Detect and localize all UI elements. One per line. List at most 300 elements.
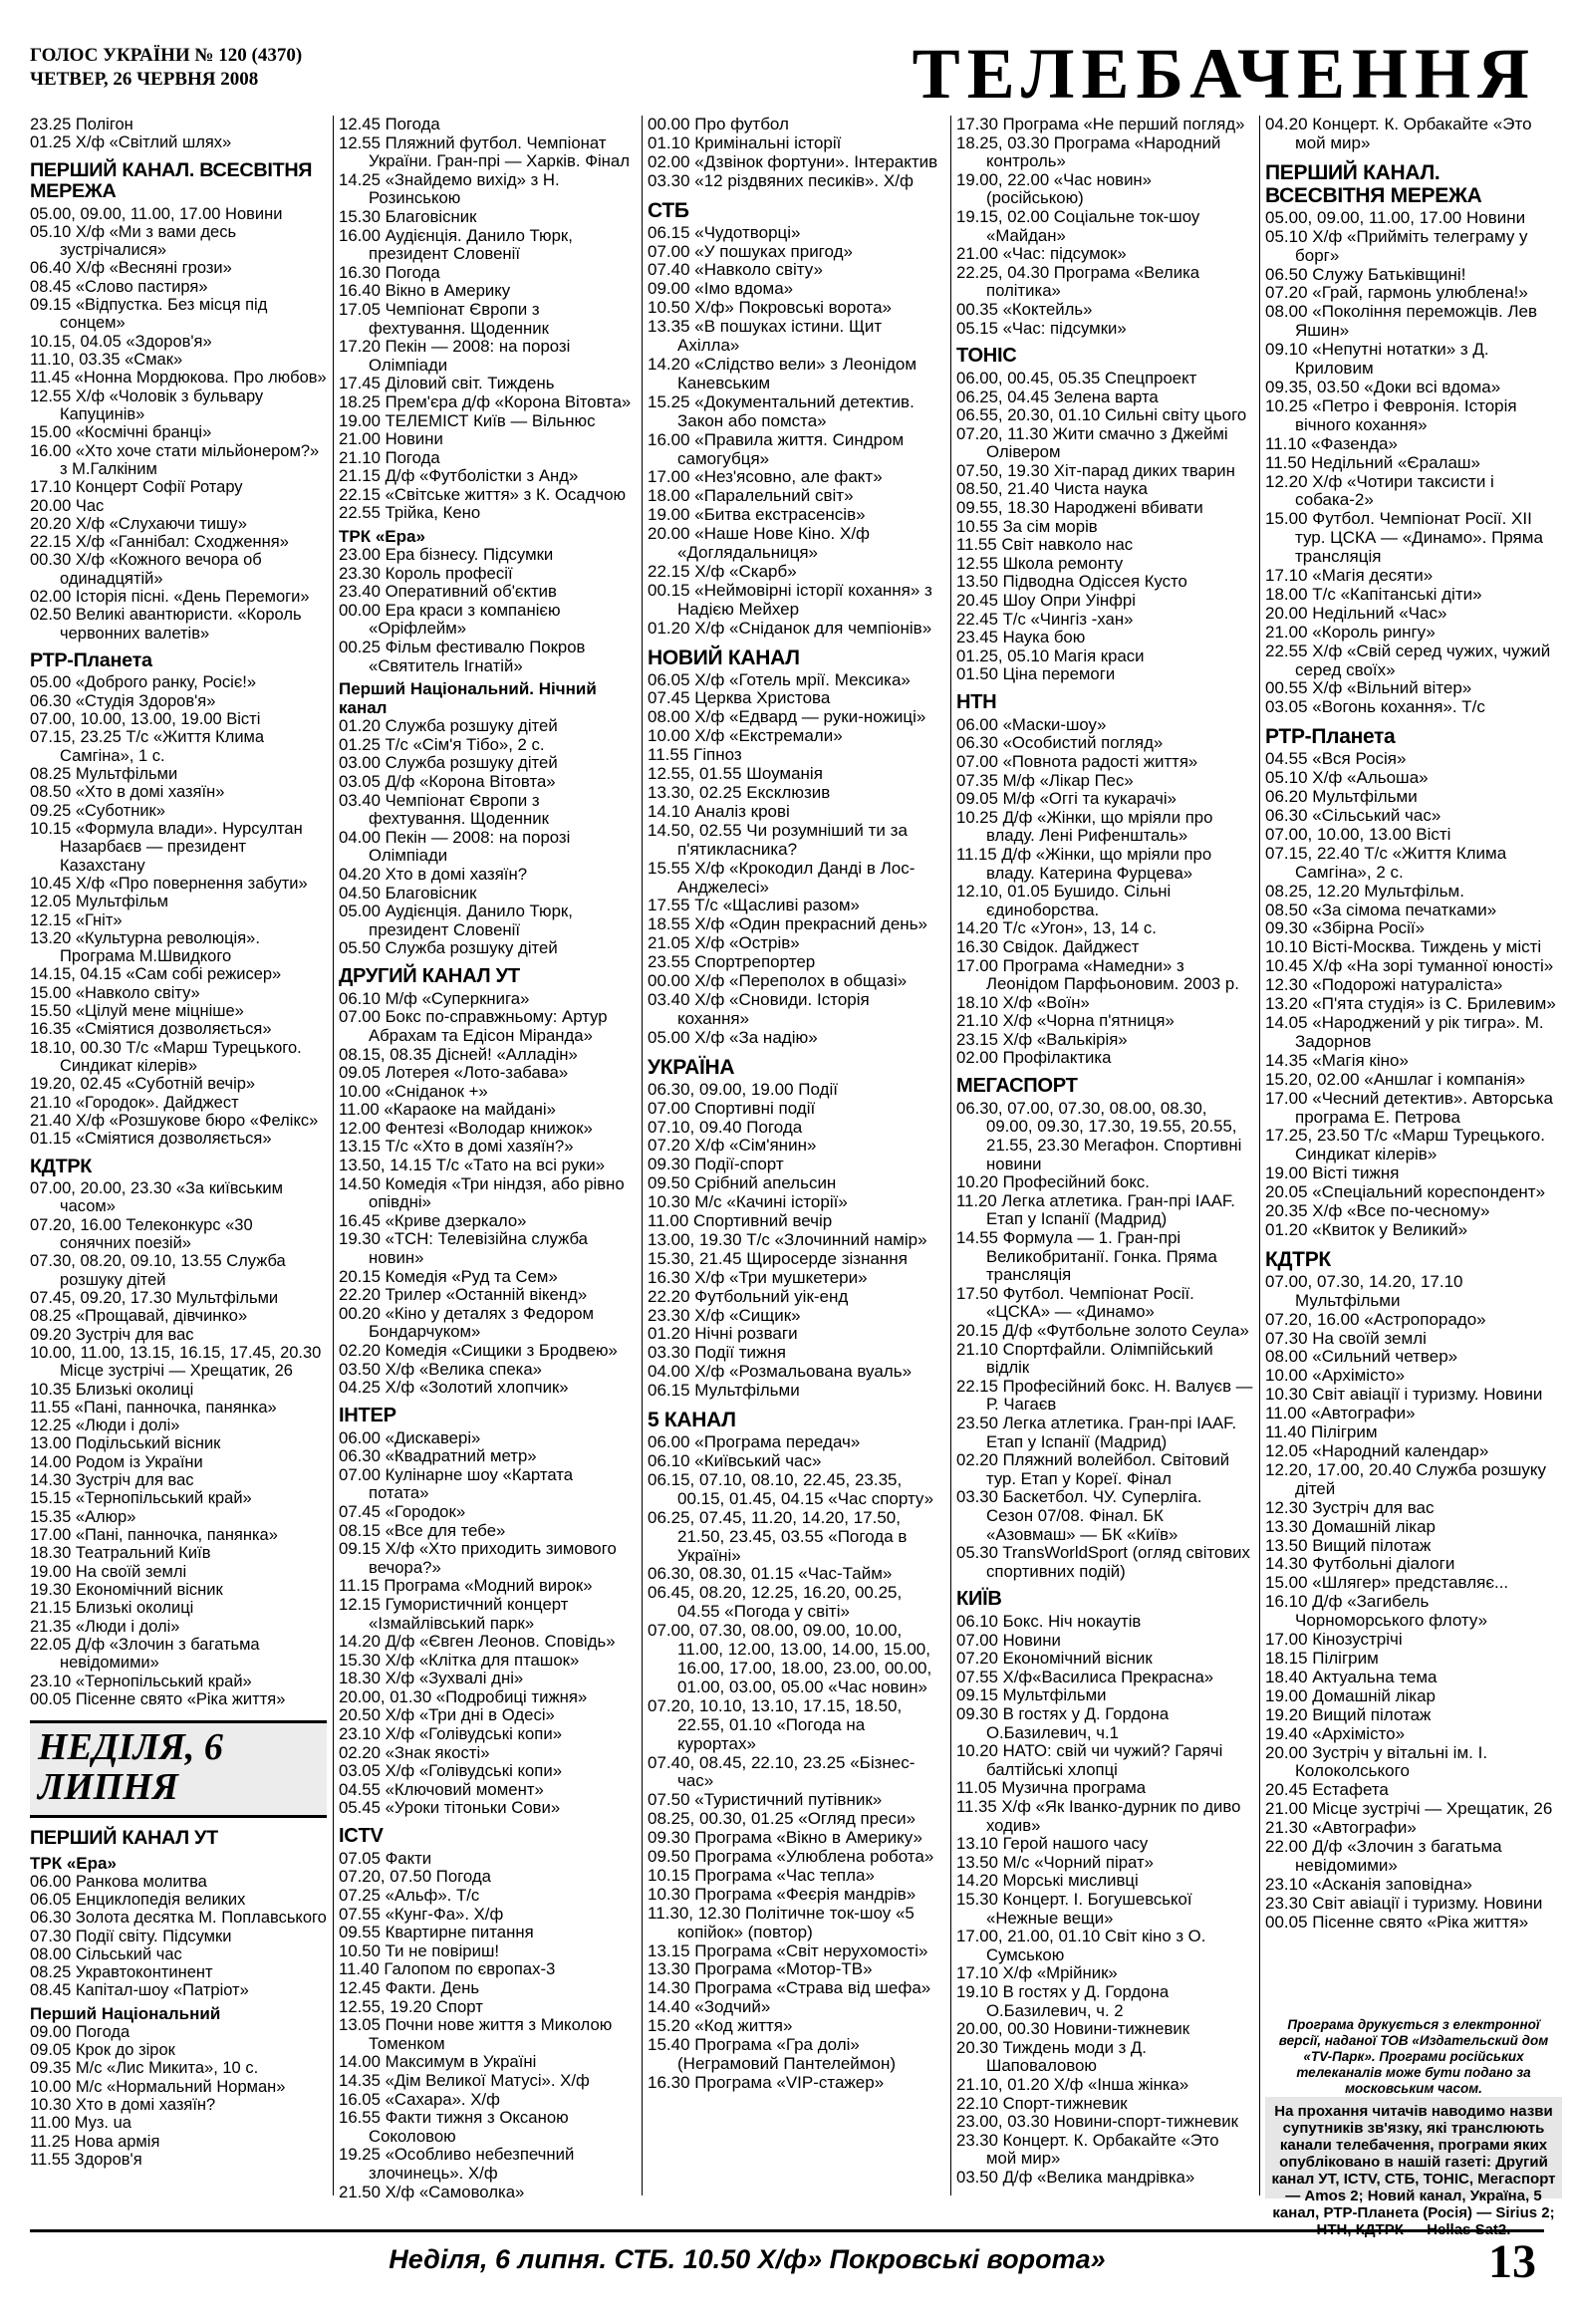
- program-listing: 07.00, 10.00, 13.00 Вісті: [1265, 824, 1451, 844]
- program-listing: 19.30 «ТСН: Телевізійна служба новин»: [339, 1229, 593, 1268]
- program-listing: 17.00, 21.00, 01.10 Світ кіно з О. Сумською: [956, 1927, 1210, 1964]
- program-listing: 22.15 Х/ф «Ганнібал: Сходження»: [30, 533, 289, 552]
- program-listing: 10.35 Близькі околиці: [30, 1380, 194, 1399]
- program-listing: 16.40 Вікно в Америку: [339, 281, 511, 301]
- program-listing: 12.15 Гумористичний концерт «Ізмайлівський парк»: [339, 1594, 574, 1633]
- program-listing: 06.05 Х/ф «Готель мрії. Мексика»: [648, 669, 911, 689]
- program-listing: 09.05 Лотерея «Лото-забава»: [339, 1063, 569, 1083]
- program-listing: 15.30 Благовісник: [339, 206, 477, 226]
- channel-title: ІНТЕР: [339, 1404, 396, 1426]
- program-listing: 06.00 «Маски-шоу»: [956, 714, 1107, 734]
- program-listing: 10.15 «Формула влади». Нурсултан Назарбаєв — президент Казахстану: [30, 819, 308, 875]
- program-listing: 21.00 «Король рингу»: [1265, 622, 1436, 642]
- program-listing: 09.25 «Суботник»: [30, 801, 165, 820]
- program-listing: 11.40 Галопом по європах-3: [339, 1959, 556, 1979]
- program-listing: 20.20 Х/ф «Слухаючи тишу»: [30, 514, 247, 533]
- program-listing: 23.10 Х/ф «Голівудські копи»: [339, 1724, 563, 1744]
- program-listing: 06.25, 07.45, 11.20, 14.20, 17.50, 21.50, 23.45, 03.55 «Погода в Україні»: [648, 1507, 913, 1565]
- source-note: Програма друкується з електронної версії, наданої ТОВ «Издательский дом «TV-Парк». Програми російських телеканалів може бути подано за московським часом.: [1278, 2017, 1549, 2096]
- program-listing: 03.30 Баскетбол. ЧУ. Суперліга. Сезон 07/08. Фінал. БК «Азовмаш» — БК «Київ»: [956, 1487, 1207, 1544]
- program-listing: 18.10, 00.30 Т/с «Марш Турецького. Синдикат кілерів»: [30, 1038, 307, 1076]
- channel-block: [648, 199, 944, 639]
- program-listing: 12.55 Школа ремонту: [956, 553, 1124, 573]
- program-listing: 09.10 «Непутні нотатки» з Д. Криловим: [1265, 340, 1494, 379]
- program-listing: 07.30, 08.20, 09.10, 13.55 Служба розшуку дітей: [30, 1252, 291, 1289]
- program-listing: 23.10 «Асканія заповідна»: [1265, 1874, 1472, 1894]
- program-listing: 06.55, 20.30, 01.10 Сильні світу цього: [956, 405, 1247, 425]
- program-listing: 07.20, 16.00 Телеконкурс «30 сонячних поезій»: [30, 1215, 258, 1252]
- program-listing: 06.30, 08.30, 01.15 «Час-Тайм»: [648, 1564, 893, 1584]
- program-listing: 23.30 Світ авіації і туризму. Новини: [1265, 1893, 1543, 1913]
- program-listing: 22.25, 04.30 Програма «Велика політика»: [956, 262, 1204, 301]
- program-listing: 19.40 «Архімісто»: [1265, 1723, 1406, 1743]
- program-listing: 12.55 Пляжний футбол. Чемпіонат України. Гран-прі — Харків. Фінал: [339, 132, 631, 171]
- program-listing: 05.30 TransWorldSport (огляд світових спортивних подій): [956, 1543, 1255, 1581]
- program-listing: 20.15 Комедія «Руд та Сем»: [339, 1266, 558, 1286]
- program-listing: 17.05 Чемпіонат Європи з фехтування. Щоденник: [339, 299, 549, 338]
- program-listing: 06.30 Золота десятка М. Поплавського: [30, 1909, 327, 1928]
- program-listing: 22.55 Х/ф «Свій серед чужих, чужий серед своїх»: [1265, 641, 1555, 679]
- program-listing: 16.30 Програма «VIP-стажер»: [648, 2072, 885, 2092]
- program-listing: 08.00 «Сильний четвер»: [1265, 1347, 1458, 1367]
- channel-block: [30, 1828, 327, 2000]
- program-listing: 22.05 Д/ф «Злочин з багатьма невідомими»: [30, 1635, 265, 1673]
- program-listing: 18.25 Прем'єра д/ф «Корона Вітовта»: [339, 391, 632, 411]
- program-listing: 23.30 Концерт. К. Орбакайте «Это мой мир»: [956, 2130, 1224, 2169]
- program-listing: 07.20, 16.00 «Астропорадо»: [1265, 1309, 1486, 1329]
- program-listing: 10.00 «Архімісто»: [1265, 1366, 1406, 1386]
- program-listing: 11.35 Х/ф «Як Іванко-дурник по диво ходив»: [956, 1797, 1246, 1835]
- program-listing: 23.30 Король професії: [339, 563, 513, 583]
- program-listing: 14.55 Формула — 1. Гран-прі Великобританії. Гонка. Пряма трансляція: [956, 1228, 1222, 1285]
- program-listing: 07.45 Церква Христова: [648, 688, 831, 708]
- program-listing: 17.55 Т/с «Щасливі разом»: [648, 896, 860, 915]
- program-listing: 07.30 На своїй землі: [1265, 1328, 1427, 1348]
- program-listing: 18.00 «Паралельний світ»: [648, 486, 854, 506]
- program-listing: 20.50 Х/ф «Три дні в Одесі»: [339, 1705, 555, 1725]
- program-listing: 07.40 «Навколо світу»: [648, 260, 823, 280]
- program-listing: 10.00 «Сніданок +»: [339, 1081, 488, 1101]
- channel-block: [648, 116, 944, 191]
- program-listing: 14.10 Аналіз крові: [648, 801, 790, 821]
- program-listing: 03.30 «12 різдвяних песиків». Х/ф: [648, 170, 914, 190]
- paper-name: ГОЛОС УКРАЇНИ № 120 (4370): [30, 45, 303, 66]
- program-listing: 22.20 Трилер «Останній вікенд»: [339, 1285, 588, 1305]
- program-listing: 11.00 Спортивний вечір: [648, 1211, 833, 1231]
- channel-title: УКРАЇНА: [648, 1055, 735, 1079]
- program-listing: 18.30 Х/ф «Зухвалі дні»: [339, 1669, 524, 1688]
- channel-title: ПЕРШИЙ КАНАЛ. ВСЕСВІТНЯ МЕРЕЖА: [30, 158, 313, 203]
- program-listing: 23.25 Полігон: [30, 116, 133, 133]
- program-listing: 04.55 «Вся Росія»: [1265, 749, 1407, 769]
- program-listing: 12.00 Фентезі «Володар книжок»: [339, 1118, 593, 1138]
- program-listing: 05.10 Х/ф «Ми з вами десь зустрічалися»: [30, 222, 241, 260]
- program-listing: 06.30 «Особистий погляд»: [956, 733, 1164, 753]
- program-listing: 05.10 Х/ф «Прийміть телеграму у борг»: [1265, 226, 1533, 265]
- program-listing: 10.45 Х/ф «Про повернення забути»: [30, 874, 308, 893]
- program-listing: 06.00 «Дискавері»: [339, 1427, 481, 1447]
- channel-title: КДТРК: [1265, 1247, 1331, 1271]
- program-listing: 11.00 «Караоке на майдані»: [339, 1100, 556, 1120]
- program-listing: 16.00 «Хто хоче стати мільйонером?» з М.Галкіним: [30, 441, 324, 478]
- program-listing: 20.45 Естафета: [1265, 1780, 1389, 1800]
- program-listing: 21.10, 01.20 Х/ф «Інша жінка»: [956, 2074, 1189, 2094]
- program-listing: 21.10 Х/ф «Чорна п'ятниця»: [956, 1011, 1175, 1031]
- program-listing: 09.30 В гостях у Д. Гордона О.Базилевич, ч.1: [956, 1704, 1174, 1742]
- program-listing: 14.50, 02.55 Чи розумніший ти за п'ятикласника?: [648, 820, 913, 859]
- program-listing: 06.15 Мультфільми: [648, 1381, 800, 1401]
- program-listing: 11.20 Легка атлетика. Гран-прі IAAF. Етап у Іспанії (Мадрид): [956, 1190, 1240, 1229]
- program-listing: 07.00, 07.30, 14.20, 17.10 Мультфільми: [1265, 1271, 1468, 1310]
- program-listing: 13.20 «П'ята студія» із С. Брилевим»: [1265, 994, 1556, 1014]
- program-listing: 07.45 «Городок»: [339, 1501, 466, 1521]
- program-listing: 00.00 Про футбол: [648, 115, 789, 133]
- program-listing: 07.00 Кулінарне шоу «Картата потата»: [339, 1464, 578, 1503]
- program-listing: 08.25 «Прощавай, дівчинко»: [30, 1307, 248, 1326]
- program-listing: 10.00 Х/ф «Екстремали»: [648, 726, 843, 746]
- program-listing: 19.00 На своїй землі: [30, 1562, 187, 1581]
- program-listing: 16.45 «Криве дзеркало»: [339, 1210, 527, 1230]
- program-listing: 17.25, 23.50 Т/с «Марш Турецького. Синдикат кілерів»: [1265, 1126, 1550, 1164]
- program-listing: 23.30 Х/ф «Сищик»: [648, 1305, 801, 1325]
- program-listing: 09.35 М/с «Лис Микита», 10 с.: [30, 2059, 259, 2078]
- program-listing: 07.30 Події світу. Підсумки: [30, 1927, 232, 1945]
- program-listing: 16.30 Свідок. Дайджест: [956, 936, 1140, 956]
- program-listing: 21.10 «Городок». Дайджест: [30, 1093, 239, 1112]
- program-listing: 16.35 «Сміятися дозволяється»: [30, 1020, 272, 1039]
- program-listing: 07.35 М/ф «Лікар Пес»: [956, 770, 1134, 790]
- program-listing: 07.40, 08.45, 22.10, 23.25 «Бізнес-час»: [648, 1752, 916, 1791]
- program-listing: 10.00 М/с «Нормальний Норман»: [30, 2077, 286, 2096]
- program-listing: 08.00 Х/ф «Едвард — руки-ножиці»: [648, 707, 926, 727]
- program-listing: 06.00, 00.45, 05.35 Спецпроект: [956, 368, 1197, 387]
- program-listing: 15.30 Концерт. І. Богушевської «Нежные вещи»: [956, 1889, 1197, 1928]
- program-listing: 17.00 «Чесний детектив». Авторська програма Е. Петрова: [1265, 1088, 1558, 1127]
- column-divider: [642, 116, 643, 2195]
- program-listing: 07.00 «У пошуках пригод»: [648, 241, 853, 261]
- program-listing: 15.20, 02.00 «Аншлаг і компанія»: [1265, 1069, 1526, 1089]
- channel-subtitle: ТРК «Ера»: [339, 527, 425, 547]
- program-listing: 07.10, 09.40 Погода: [648, 1117, 803, 1137]
- program-listing: 08.25 Укравтоконтинент: [30, 1963, 213, 1982]
- program-listing: 10.45 Х/ф «На зорі туманної юності»: [1265, 956, 1554, 976]
- program-listing: 07.05 Факти: [339, 1848, 432, 1868]
- program-listing: 12.30 Зустріч для вас: [1265, 1497, 1435, 1517]
- program-listing: 19.00 Домашній лікар: [1265, 1685, 1437, 1705]
- program-listing: 13.30 Домашній лікар: [1265, 1516, 1437, 1536]
- program-listing: 20.05 «Спеціальний кореспондент»: [1265, 1182, 1546, 1202]
- program-listing: 20.15 Д/ф «Футбольне золото Сеула»: [956, 1320, 1249, 1340]
- program-listing: 00.15 «Неймовірні історії кохання» з Надією Мейхер: [648, 580, 937, 619]
- channel-block: [956, 1075, 1258, 1581]
- program-listing: 17.00 Програма «Намедни» з Леонідом Парфьоновим. 2003 р.: [956, 955, 1239, 994]
- channel-block: [1265, 725, 1562, 1240]
- program-listing: 11.40 Пілігрим: [1265, 1422, 1378, 1442]
- program-listing: 12.30 «Подорожі натураліста»: [1265, 975, 1503, 995]
- program-listing: 06.30, 09.00, 19.00 Події: [648, 1079, 838, 1099]
- program-listing: 04.55 «Ключовий момент»: [339, 1779, 544, 1799]
- program-listing: 12.45 Погода: [339, 115, 440, 133]
- program-listing: 06.10 М/ф «Суперкнига»: [339, 988, 530, 1008]
- channel-block: [1265, 116, 1562, 153]
- program-listing: 20.45 Шоу Опри Уінфрі: [956, 591, 1136, 611]
- program-listing: 11.00 Муз. ua: [30, 2114, 131, 2133]
- page-header: [30, 34, 1544, 114]
- program-listing: 10.25 «Петро і Февронія. Історія вічного кохання»: [1265, 395, 1522, 434]
- program-listing: 06.05 Енциклопедія великих: [30, 1890, 246, 1909]
- program-listing: 06.50 Служу Батьківщині!: [1265, 264, 1466, 284]
- channel-title: МЕГАСПОРТ: [956, 1075, 1078, 1098]
- program-listing: 03.40 Х/ф «Сновиди. Історія кохання»: [648, 989, 875, 1028]
- page-footer: [30, 2229, 1544, 2288]
- channel-block: [30, 1157, 327, 1709]
- program-listing: 14.20 «Слідство вели» з Леонідом Каневським: [648, 354, 921, 392]
- channel-block: [30, 160, 327, 643]
- program-listing: 08.50, 21.40 Чиста наука: [956, 479, 1148, 499]
- channel-block: [30, 2004, 327, 2170]
- channel-title: ICTV: [339, 1825, 384, 1848]
- program-listing: 14.35 «Дім Великої Матусі». Х/ф: [339, 2070, 590, 2090]
- program-listing: 12.55, 19.20 Спорт: [339, 1996, 483, 2016]
- program-listing: 08.15, 08.35 Дісней! «Алладін»: [339, 1044, 578, 1064]
- section-title: ТЕЛЕБАЧЕННЯ: [912, 34, 1536, 114]
- program-listing: 22.15 Професійний бокс. Н. Валуєв — Р. Чагаєв: [956, 1376, 1258, 1415]
- program-listing: 22.45 Т/с «Чингіз -хан»: [956, 609, 1134, 629]
- program-listing: 06.30, 07.00, 07.30, 08.00, 08.30, 09.00, 09.30, 17.30, 19.55, 20.55, 21.55, 23.30 Мегафон. Спортивні новини: [956, 1098, 1246, 1173]
- program-listing: 21.00 Новини: [339, 429, 443, 449]
- program-listing: 10.50 Ти не повіриш!: [339, 1940, 500, 1960]
- program-listing: 19.30 Економічний вісник: [30, 1580, 223, 1599]
- page-number: 13: [1488, 2235, 1536, 2288]
- program-listing: 12.20 Х/ф «Чотири таксисти і собака-2»: [1265, 471, 1499, 510]
- channel-title: ДРУГИЙ КАНАЛ УТ: [339, 964, 520, 987]
- program-listing: 18.10 Х/ф «Воїн»: [956, 992, 1090, 1012]
- program-listing: 07.15, 23.25 Т/с «Життя Клима Самгіна», 1 с.: [30, 728, 269, 765]
- program-listing: 08.00 «Покоління переможців. Лев Яшин»: [1265, 302, 1542, 341]
- program-listing: 07.20, 07.50 Погода: [339, 1867, 491, 1887]
- program-listing: 05.00, 09.00, 11.00, 17.00 Новини: [30, 204, 283, 223]
- program-listing: 04.25 Х/ф «Золотий хлопчик»: [339, 1378, 569, 1398]
- program-listing: 02.20 Пляжний волейбол. Світовий тур. Етап у Кореї. Фінал: [956, 1450, 1234, 1488]
- program-listing: 11.55 «Пані, панночка, панянка»: [30, 1398, 277, 1417]
- channel-block: [339, 679, 636, 958]
- program-listing: 04.20 Концерт. К. Орбакайте «Это мой мир»: [1265, 115, 1537, 152]
- program-listing: 06.30 «Квадратний метр»: [339, 1446, 537, 1466]
- program-listing: 00.20 «Кіно у деталях з Федором Бондарчуком»: [339, 1303, 599, 1342]
- program-listing: 02.20 Комедія «Сищики з Бродвею»: [339, 1341, 618, 1360]
- program-listing: 17.30 Програма «Не перший погляд»: [956, 115, 1245, 133]
- program-listing: 21.00 Місце зустрічі — Хрещатик, 26: [1265, 1799, 1553, 1819]
- channel-block: [648, 1409, 944, 2093]
- program-listing: 00.00 Ера краси з компанією «Оріфлейм»: [339, 600, 566, 639]
- program-listing: 21.15 Д/ф «Футболістки з Анд»: [339, 466, 579, 486]
- program-listing: 09.15 «Відпустка. Без місця під сонцем»: [30, 296, 272, 333]
- program-listing: 06.00 «Програма передач»: [648, 1432, 861, 1452]
- channel-title: НОВИЙ КАНАЛ: [648, 646, 800, 669]
- program-listing: 21.05 Х/ф «Острів»: [648, 933, 800, 953]
- program-listing: 21.30 «Автографи»: [1265, 1818, 1417, 1838]
- program-listing: 00.00 Х/ф «Переполох в общазі»: [648, 971, 908, 991]
- program-listing: 00.05 Пісенне свято «Ріка життя»: [1265, 1912, 1529, 1932]
- program-listing: 04.00 Х/ф «Розмальована вуаль»: [648, 1362, 913, 1382]
- program-listing: 10.20 Професійний бокс.: [956, 1172, 1150, 1192]
- program-listing: 15.30 Х/ф «Клітка для пташок»: [339, 1650, 580, 1670]
- program-listing: 02.00 «Дзвінок фортуни». Інтерактив: [648, 151, 938, 171]
- program-listing: 14.20 Д/ф «Євген Леонов. Сповідь»: [339, 1632, 616, 1652]
- program-listing: 13.50, 14.15 Т/с «Тато на всі руки»: [339, 1156, 606, 1175]
- channel-subtitle: Перший Національний. Нічний канал: [339, 679, 597, 718]
- program-listing: 09.15 Мультфільми: [956, 1685, 1107, 1705]
- program-listing: 04.20 Хто в домі хазяїн?: [339, 864, 528, 884]
- program-listing: 14.20 Морські мисливці: [956, 1871, 1139, 1891]
- program-listing: 05.00, 09.00, 11.00, 17.00 Новини: [1265, 207, 1526, 227]
- program-listing: 14.40 «Зодчий»: [648, 1997, 771, 2017]
- program-listing: 11.15 Д/ф «Жінки, що мріяли про владу. Катерина Фурцева»: [956, 844, 1216, 883]
- program-listing: 12.55 Х/ф «Чоловік з бульвару Капуцинів»: [30, 387, 268, 423]
- program-listing: 07.20 Економічний вісник: [956, 1649, 1153, 1669]
- program-listing: 15.30, 21.45 Щиросерде зізнання: [648, 1248, 908, 1268]
- program-listing: 21.40 Х/ф «Розшукове бюро «Фелікс»: [30, 1111, 319, 1130]
- program-listing: 09.50 Срібний апельсин: [648, 1173, 837, 1193]
- program-listing: 13.00, 19.30 Т/с «Злочинний намір»: [648, 1229, 927, 1249]
- program-listing: 12.05 Мультфільм: [30, 893, 168, 911]
- program-listing: 22.15 Х/ф «Скарб»: [648, 561, 797, 581]
- program-listing: 16.10 Д/ф «Загибель Чорноморського флоту»: [1265, 1592, 1488, 1631]
- program-listing: 03.50 Д/ф «Велика мандрівка»: [956, 2167, 1195, 2187]
- program-listing: 16.30 Х/ф «Три мушкетери»: [648, 1267, 868, 1287]
- program-listing: 08.45 Капітал-шоу «Патріот»: [30, 1981, 249, 2000]
- program-listing: 13.30, 02.25 Ексклюзив: [648, 783, 831, 802]
- channel-title: РТР-Планета: [30, 649, 152, 672]
- program-listing: 13.00 Подільський вісник: [30, 1434, 221, 1453]
- column-divider: [950, 116, 951, 2195]
- program-listing: 22.10 Спорт-тижневик: [956, 2093, 1128, 2113]
- program-listing: 07.00, 10.00, 13.00, 19.00 Вісті: [30, 710, 261, 729]
- schedule-column-1: [30, 116, 327, 2169]
- channel-block: [30, 650, 327, 1149]
- program-listing: 06.10 Бокс. Ніч нокаутів: [956, 1612, 1142, 1632]
- program-listing: 09.30 Програма «Вікно в Америку»: [648, 1828, 922, 1848]
- program-listing: 15.50 «Цілуй мене міцніше»: [30, 1002, 244, 1021]
- program-listing: 06.25, 04.45 Зелена варта: [956, 387, 1159, 406]
- program-listing: 16.00 «Правила життя. Синдром самогубця»: [648, 429, 909, 468]
- program-listing: 14.00 Максимум в Україні: [339, 2052, 537, 2072]
- program-listing: 14.30 Зустріч для вас: [30, 1471, 194, 1490]
- channel-subtitle: Перший Національний: [30, 2003, 221, 2023]
- channel-block: [339, 527, 636, 675]
- channel-block: [339, 1406, 636, 1818]
- program-listing: 18.00 Т/с «Капітанські діти»: [1265, 584, 1482, 604]
- satellite-note: На прохання читачів наводимо назви супутників зв'язку, які транслюють канали телебачення, програми яких опубліковано в нашій газеті: Другий канал УТ, ICTV, СТБ, ТОНІС, Мегаспорт — Amos 2; Новий канал, Україна, 5 канал, РТР-Планета (Росія) — Sirius 2; НТН, КДТРК — Hellas Sat2.: [1265, 2097, 1562, 2198]
- channel-block: [339, 116, 636, 523]
- program-listing: 01.20 Х/ф «Сніданок для чемпіонів»: [648, 618, 932, 638]
- program-listing: 15.55 Х/ф «Крокодил Данді в Лос-Анджелесі»: [648, 858, 916, 897]
- program-listing: 11.55 Здоров'я: [30, 2150, 142, 2169]
- program-listing: 09.30 «Збірна Росії»: [1265, 918, 1426, 938]
- program-listing: 09.05 Крок до зірок: [30, 2041, 175, 2060]
- program-listing: 15.00 «Навколо світу»: [30, 983, 200, 1002]
- program-listing: 08.00 Сільський час: [30, 1944, 182, 1963]
- program-listing: 15.25 «Документальний детектив. Закон або помста»: [648, 391, 919, 430]
- program-listing: 11.15 Програма «Модний вирок»: [339, 1576, 593, 1596]
- program-listing: 07.20, 10.10, 13.10, 17.15, 18.50, 22.55, 01.10 «Погода на курортах»: [648, 1695, 907, 1753]
- program-listing: 03.40 Чемпіонат Європи з фехтування. Щоденник: [339, 790, 549, 829]
- program-listing: 03.05 Д/ф «Корона Вітовта»: [339, 772, 556, 791]
- schedule-column-3: [648, 116, 944, 2093]
- channel-block: [956, 692, 1253, 1068]
- program-listing: 22.15 «Світське життя» з К. Осадчою: [339, 484, 627, 504]
- program-listing: 14.05 «Народжений у рік тигра». М. Задорнов: [1265, 1012, 1549, 1051]
- program-listing: 15.00 Футбол. Чемпіонат Росії. XII тур. ЦСКА — «Динамо». Пряма трансляція: [1265, 509, 1548, 567]
- program-listing: 07.25 «Альф». Т/с: [339, 1886, 480, 1905]
- program-listing: 18.55 Х/ф «Один прекрасний день»: [648, 914, 928, 934]
- program-listing: 14.25 «Знайдемо вихід» з Н. Розинською: [339, 169, 565, 208]
- program-listing: 17.00 Кінозустрічі: [1265, 1630, 1403, 1650]
- program-listing: 09.55 Квартирне питання: [339, 1923, 534, 1942]
- program-listing: 14.30 Програма «Страва від шефа»: [648, 1978, 931, 1998]
- day-banner: [30, 1720, 327, 1818]
- program-listing: 21.00 «Час: підсумок»: [956, 244, 1127, 264]
- program-listing: 13.50 Підводна Одіссея Кусто: [956, 572, 1187, 592]
- program-listing: 02.50 Великі авантюристи. «Король червонних валетів»: [30, 606, 307, 643]
- program-listing: 04.50 Благовісник: [339, 883, 477, 903]
- program-listing: 23.15 Х/ф «Валькірія»: [956, 1029, 1128, 1049]
- channel-block: [1265, 1248, 1562, 1933]
- channel-block: [956, 1589, 1253, 2187]
- program-listing: 06.10 «Київський час»: [648, 1451, 822, 1470]
- channel-title: НТН: [956, 691, 997, 713]
- program-listing: 16.30 Погода: [339, 262, 440, 282]
- program-listing: 10.25 Д/ф «Жінки, що мріяли про владу. Лені Рифеншталь»: [956, 807, 1218, 846]
- program-listing: 07.20 «Грай, гармонь улюблена!»: [1265, 283, 1528, 303]
- program-listing: 09.30 Події-спорт: [648, 1155, 784, 1174]
- program-listing: 00.35 «Коктейль»: [956, 299, 1093, 319]
- program-listing: 10.15, 04.05 «Здоров'я»: [30, 332, 212, 351]
- program-listing: 12.10, 01.05 Бушидо. Сільні єдиноборства.: [956, 882, 1176, 919]
- program-listing: 23.00, 03.30 Новини-спорт-тижневик: [956, 2112, 1238, 2132]
- program-listing: 06.20 Мультфільми: [1265, 787, 1418, 807]
- program-listing: 17.00 «Пані, панночка, панянка»: [30, 1526, 278, 1544]
- program-listing: 17.00 «Нез'ясовно, але факт»: [648, 467, 883, 487]
- channel-block: [648, 646, 944, 1048]
- program-listing: 13.15 Т/с «Хто в домі хазяїн?»: [339, 1137, 574, 1157]
- program-listing: 03.05 Х/ф «Голівудські копи»: [339, 1761, 563, 1781]
- program-listing: 20.00 Зустріч у вітальні ім. І. Колоколського: [1265, 1742, 1492, 1781]
- channel-title: ПЕРШИЙ КАНАЛ. ВСЕСВІТНЯ МЕРЕЖА: [1265, 160, 1482, 207]
- program-listing: 05.00 Аудієнція. Данило Тюрк, президент Словенії: [339, 902, 578, 939]
- program-listing: 09.05 М/ф «Оггі та кукарачі»: [956, 789, 1177, 809]
- program-listing: 21.10 Погода: [339, 447, 440, 467]
- program-listing: 15.20 «Код життя»: [648, 2016, 793, 2036]
- program-listing: 02.00 Історія пісні. «День Перемоги»: [30, 588, 310, 607]
- program-listing: 16.55 Факти тижня з Оксаною Соколовою: [339, 2108, 574, 2146]
- program-listing: 17.20 Пекін — 2008: на порозі Олімпіади: [339, 337, 575, 375]
- program-listing: 11.10, 03.35 «Смак»: [30, 351, 183, 370]
- channel-title: КДТРК: [30, 1155, 93, 1177]
- program-listing: 05.10 Х/ф «Альоша»: [1265, 768, 1429, 788]
- channel-block: [339, 966, 636, 1398]
- program-listing: 06.15 «Чудотворці»: [648, 222, 801, 242]
- program-listing: 17.10 Концерт Софії Ротару: [30, 478, 243, 497]
- schedule-column-2: [339, 116, 636, 2201]
- program-listing: 13.20 «Культурна революція». Програма М.Швидкого: [30, 928, 265, 966]
- program-listing: 16.05 «Сахара». Х/ф: [339, 2089, 500, 2109]
- program-listing: 05.50 Служба розшуку дітей: [339, 938, 558, 958]
- program-listing: 01.25 Т/с «Сім'я Тібо», 2 с.: [339, 734, 545, 754]
- program-listing: 15.40 Програма «Гра долі» (Неграмовий Пантелеймон): [648, 2035, 896, 2073]
- program-listing: 23.40 Оперативний об'єктив: [339, 582, 557, 602]
- program-listing: 02.20 «Знак якості»: [339, 1742, 490, 1762]
